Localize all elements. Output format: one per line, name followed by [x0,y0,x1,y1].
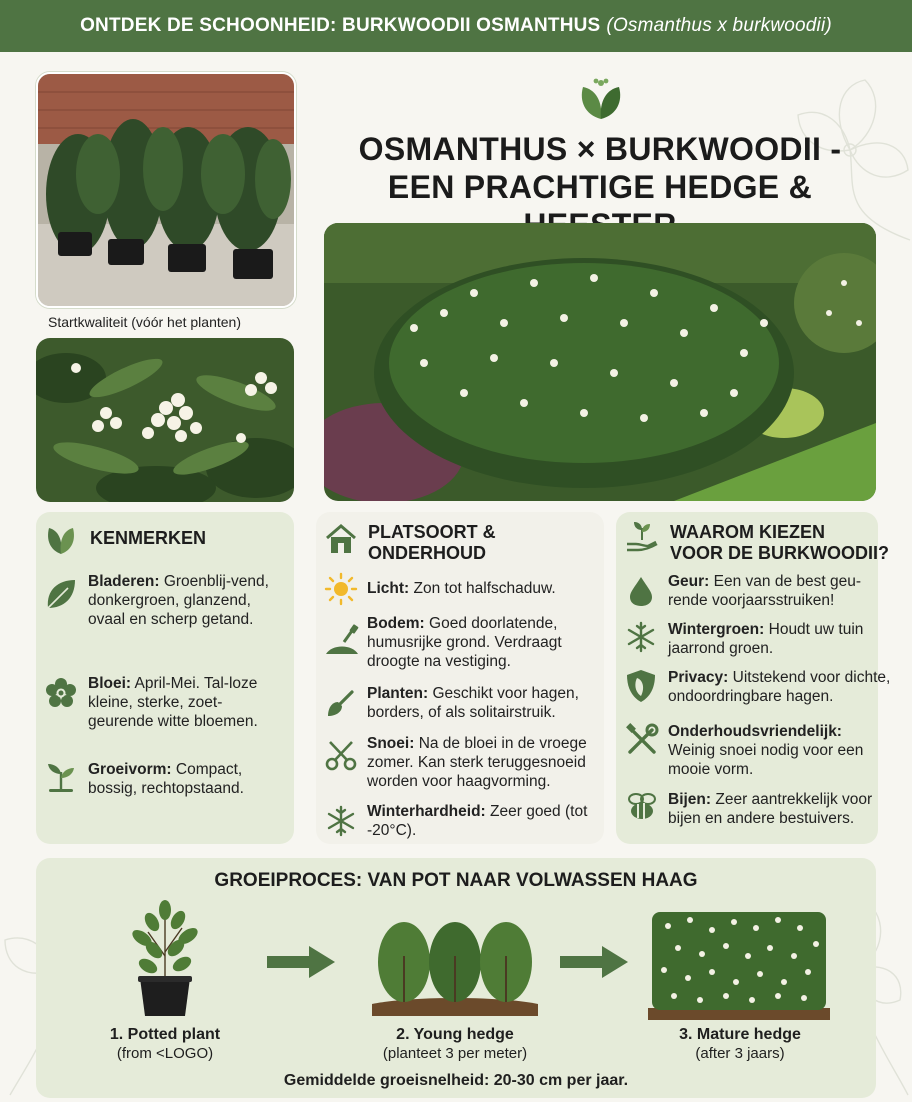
waarom-item-text: Weinig snoei nodig voor een mooie vorm. [668,742,864,778]
header-latin-name: (Osmanthus x burkwoodii) [606,15,832,36]
step-name: 2. Young hedge [396,1026,514,1043]
platsoort-item-text: Zon tot halfschaduw. [413,580,556,597]
platsoort-title-line1: PLATSOORT & [368,522,496,542]
platsoort-item-label: Bodem: [367,615,425,632]
platsoort-title-line2: ONDERHOUD [368,543,487,563]
leaf-icon [44,576,78,612]
platsoort-item-label: Licht: [367,580,410,597]
header-banner [0,0,912,52]
waarom-item-onderhoudsvriendelijk [668,722,878,779]
sprout-icon [44,760,78,794]
snowflake-icon [324,804,358,838]
young-hedge-icon [372,916,538,1018]
platsoort-item-text: Goed doorlatende, humusrijke grond. Verdraagt droogte na vestiging. [367,615,562,670]
step-young-hedge [345,1025,565,1063]
flower-icon [44,676,78,710]
kenmerken-item-text: April-Mei. Tal-loze kleine, sterke, zoet-geurende witte bloemen. [88,675,258,730]
step-sub: (planteet 3 per meter) [382,1045,528,1062]
waarom-item-privacy [668,668,904,706]
shield-icon [624,668,658,704]
waarom-item-text: Zeer aantrekkelijk voor bijen en andere bestuivers. [668,791,873,827]
waarom-item-text: Houdt uw tuin jaarrond groen. [668,621,864,657]
header-title: ONTDEK DE SCHOONHEID: BURKWOODII OSMANTHUS [80,15,601,36]
platsoort-item-text: Geschikt voor hagen, borders, of als solitairstruik. [367,685,579,721]
hedge-hero-photo [324,223,876,501]
waarom-item-geur [668,572,874,610]
waarom-item-text: Uitstekend voor dichte, ondoordringbare hagen. [668,669,891,705]
house-icon [324,522,358,556]
platsoort-item-winterhardheid [367,802,597,840]
growth-rate-text: Gemiddelde groeisnelheid: 20-30 cm per jaar. [283,1072,629,1089]
step-name: 1. Potted plant [109,1026,221,1043]
kenmerken-item-label: Bladeren: [88,573,160,590]
start-quality-photo [36,72,296,308]
waarom-item-label: Privacy: [668,669,729,686]
waarom-item-label: Onderhoudsvriendelijk: [668,723,842,740]
flower-closeup-photo [36,338,294,502]
step-potted-plant [75,1025,255,1063]
waarom-item-label: Bijen: [668,791,712,808]
kenmerken-item-label: Bloei: [88,675,132,692]
leaf-logo-icon [575,75,627,123]
waarom-item-label: Wintergroen: [668,621,765,638]
bee-icon [624,790,660,824]
start-quality-caption: Startkwaliteit (vóór het planten) [48,314,241,330]
arrow-right-icon [558,942,630,982]
step-sub: (after 3 jaars) [695,1045,785,1062]
kenmerken-item-text: Groenblij-vend, donkergroen, glanzend, ovaal en scherp getand. [88,573,269,628]
leaves-icon [44,522,78,556]
platsoort-item-licht [367,579,597,598]
platsoort-item-label: Snoei: [367,735,415,752]
sun-icon [324,572,358,606]
snowflake-icon [624,620,658,654]
platsoort-item-bodem [367,614,597,671]
scent-drop-icon [624,574,658,608]
kenmerken-item-groeivorm [88,760,283,798]
platsoort-item-label: Winterhardheid: [367,803,486,820]
potted-plant-icon [120,896,210,1020]
kenmerken-item-label: Groeivorm: [88,761,172,778]
kenmerken-item-text: Compact, bossig, rechtopstaand. [88,761,244,797]
platsoort-title [368,522,496,564]
platsoort-item-snoei [367,734,599,791]
scissors-icon [324,738,358,772]
main-title-line1: OSMANTHUS × BURKWOODII - [358,131,842,167]
platsoort-item-text: Zeer goed (tot -20°C). [367,803,588,839]
soil-icon [324,622,360,658]
waarom-item-bijen [668,790,878,828]
platsoort-item-planten [367,684,597,722]
step-sub: (from <LOGO) [116,1045,214,1062]
waarom-item-label: Geur: [668,573,710,590]
tools-icon [624,722,660,758]
kenmerken-title: KENMERKEN [90,528,207,548]
mature-hedge-icon [648,904,830,1020]
waarom-title [670,522,889,564]
waarom-title-line2: VOOR DE BURKWOODII? [670,543,889,563]
kenmerken-item-bladeren [88,572,283,629]
trowel-icon [324,686,358,720]
arrow-right-icon [265,942,337,982]
step-mature-hedge [630,1025,850,1063]
waarom-title-line1: WAAROM KIEZEN [670,522,825,542]
groeiproces-title: GROEIPROCES: VAN POT NAAR VOLWASSEN HAAG [214,870,698,891]
platsoort-item-label: Planten: [367,685,429,702]
main-title-line2: EEN PRACHTIGE HEDGE & [387,169,813,205]
hand-sprout-icon [624,518,660,554]
waarom-item-text: Een van de best geu-rende voorjaarsstruiken! [668,573,862,609]
waarom-item-wintergroen [668,620,878,658]
step-name: 3. Mature hedge [679,1026,801,1043]
kenmerken-item-bloei [88,674,283,731]
platsoort-item-text: Na de bloei in de vroege zomer. Kan sterk teruggesnoeid worden voor haagvorming. [367,735,587,790]
